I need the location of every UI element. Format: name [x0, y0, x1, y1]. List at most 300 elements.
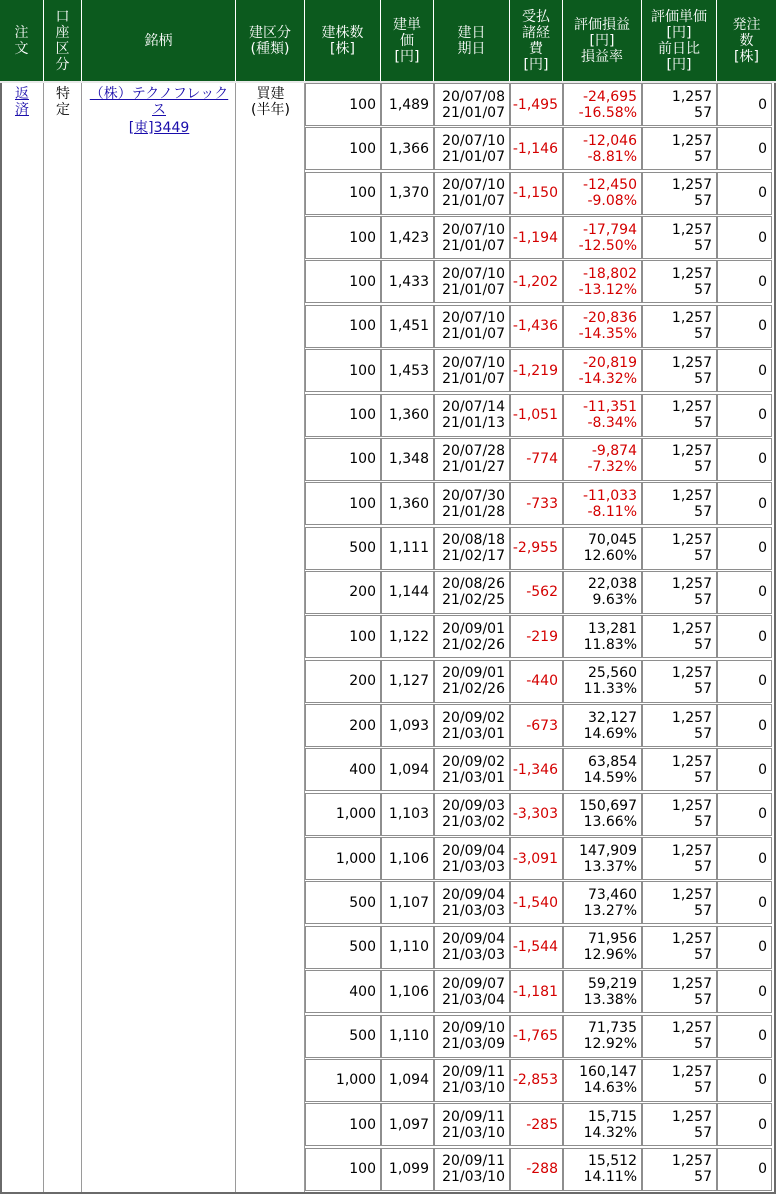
pnl-cell [563, 172, 642, 215]
entry-price-cell-price: 1,451 [388, 318, 429, 335]
fee-cell-fee: -1,181 [512, 983, 558, 1000]
dates-cell-date1: 20/07/10 [442, 310, 505, 327]
order-qty-cell [717, 1015, 772, 1058]
eval-price-cell-eval: 1,257 [671, 576, 712, 593]
quantity-cell [305, 970, 381, 1013]
entry-price-cell [381, 704, 434, 747]
close-position-link[interactable]: 返 済 [15, 86, 29, 118]
dates-cell-date2: 21/02/17 [442, 548, 505, 565]
dates-cell-date1: 20/09/01 [442, 620, 505, 637]
entry-price-cell [381, 349, 434, 392]
quantity-cell [305, 83, 381, 126]
quantity-cell [305, 1103, 381, 1146]
pnl-cell [563, 881, 642, 924]
table-row [305, 216, 772, 260]
dates-cell-date1: 20/09/04 [442, 931, 505, 948]
eval-price-cell-chg: 57 [694, 503, 712, 520]
order-qty-cell-order: 0 [758, 628, 767, 645]
fee-cell [510, 793, 563, 836]
dates-cell-date2: 21/01/27 [442, 459, 505, 476]
entry-price-cell [381, 1148, 434, 1191]
dates-cell-date1: 20/07/10 [442, 132, 505, 149]
entry-price-cell [381, 83, 434, 126]
eval-price-cell-eval: 1,257 [671, 310, 712, 327]
order-qty-cell [717, 349, 772, 392]
eval-price-cell-eval: 1,257 [671, 709, 712, 726]
eval-price-cell [642, 260, 717, 303]
dates-cell-date2: 21/01/07 [442, 281, 505, 298]
entry-price-cell-price: 1,111 [388, 540, 429, 557]
dates-cell-date1: 20/08/18 [442, 532, 505, 549]
entry-price-cell-price: 1,453 [388, 362, 429, 379]
eval-price-cell-eval: 1,257 [671, 221, 712, 238]
eval-price-cell-eval: 1,257 [671, 177, 712, 194]
pnl-cell-rate: 13.38% [583, 991, 637, 1008]
eval-price-cell-chg: 57 [694, 592, 712, 609]
dates-cell [434, 704, 510, 747]
header-dates: 建日 期日 [434, 0, 510, 81]
quantity-cell [305, 748, 381, 791]
order-qty-cell [717, 1103, 772, 1146]
order-qty-cell [717, 926, 772, 969]
dates-cell [434, 482, 510, 525]
dates-cell-date1: 20/09/10 [442, 1020, 505, 1037]
order-qty-cell [717, 527, 772, 570]
dates-cell-date1: 20/09/01 [442, 665, 505, 682]
eval-price-cell-eval: 1,257 [671, 88, 712, 105]
entry-price-cell [381, 881, 434, 924]
dates-cell-date2: 21/01/07 [442, 237, 505, 254]
eval-price-cell-eval: 1,257 [671, 665, 712, 682]
eval-price-cell [642, 349, 717, 392]
entry-price-cell-price: 1,423 [388, 229, 429, 246]
entry-price-cell-price: 1,360 [388, 495, 429, 512]
pnl-cell-pnl: 63,854 [588, 753, 637, 770]
eval-price-cell [642, 1148, 717, 1191]
eval-price-cell [642, 615, 717, 658]
eval-price-cell-chg: 57 [694, 725, 712, 742]
entry-price-cell [381, 305, 434, 348]
dates-cell [434, 970, 510, 1013]
pnl-cell-rate: 13.37% [583, 858, 637, 875]
eval-price-cell-eval: 1,257 [671, 886, 712, 903]
quantity-cell-qty: 100 [349, 451, 376, 468]
quantity-cell [305, 438, 381, 481]
order-qty-cell [717, 571, 772, 614]
position-kind: 買建 (半年) [251, 86, 290, 118]
dates-cell-date2: 21/01/07 [442, 193, 505, 210]
fee-cell-fee: -2,853 [512, 1072, 558, 1089]
table-row [305, 172, 772, 216]
order-qty-cell [717, 970, 772, 1013]
quantity-cell-qty: 100 [349, 318, 376, 335]
order-qty-cell-order: 0 [758, 318, 767, 335]
table-row [305, 83, 772, 127]
quantity-cell [305, 527, 381, 570]
dates-cell-date2: 21/03/10 [442, 1169, 505, 1186]
eval-price-cell-eval: 1,257 [671, 1020, 712, 1037]
order-qty-cell-order: 0 [758, 96, 767, 113]
dates-cell-date1: 20/07/10 [442, 354, 505, 371]
dates-cell-date2: 21/01/28 [442, 503, 505, 520]
table-row [305, 793, 772, 837]
table-row [305, 837, 772, 881]
pnl-cell-pnl: 59,219 [588, 975, 637, 992]
dates-cell-date1: 20/09/11 [442, 1153, 505, 1170]
eval-price-cell-eval: 1,257 [671, 354, 712, 371]
table-row [305, 881, 772, 925]
order-qty-cell-order: 0 [758, 185, 767, 202]
dates-cell-date2: 21/03/01 [442, 725, 505, 742]
dates-cell-date1: 20/07/14 [442, 399, 505, 416]
dates-cell-date2: 21/03/03 [442, 858, 505, 875]
dates-cell [434, 83, 510, 126]
account-column [44, 83, 82, 1192]
fee-cell-fee: -1,540 [512, 894, 558, 911]
dates-cell-date1: 20/09/11 [442, 1108, 505, 1125]
entry-price-cell-price: 1,106 [388, 850, 429, 867]
order-qty-cell [717, 260, 772, 303]
pnl-cell-pnl: -20,819 [582, 354, 637, 371]
quantity-cell-qty: 1,000 [335, 850, 376, 867]
dates-cell-date2: 21/03/03 [442, 947, 505, 964]
quantity-cell [305, 881, 381, 924]
pnl-cell-pnl: 13,281 [588, 620, 637, 637]
quantity-cell [305, 571, 381, 614]
quantity-cell-qty: 200 [349, 584, 376, 601]
dates-cell-date1: 20/08/26 [442, 576, 505, 593]
fee-cell-fee: -1,202 [512, 273, 558, 290]
header-order-qty: 発注 数 [株] [717, 0, 776, 81]
fee-cell-fee: -673 [526, 717, 558, 734]
dates-cell-date1: 20/07/08 [442, 88, 505, 105]
entry-price-cell-price: 1,360 [388, 407, 429, 424]
eval-price-cell [642, 216, 717, 259]
entry-price-cell [381, 970, 434, 1013]
entry-price-cell [381, 216, 434, 259]
quantity-cell-qty: 100 [349, 628, 376, 645]
table-row [305, 660, 772, 704]
header-stock-name: 銘柄 [82, 0, 236, 81]
pnl-cell-rate: 14.69% [583, 725, 637, 742]
fee-cell-fee: -1,146 [512, 140, 558, 157]
fee-cell [510, 660, 563, 703]
quantity-cell [305, 837, 381, 880]
pnl-cell-rate: -9.08% [587, 193, 637, 210]
pnl-cell-pnl: 160,147 [579, 1064, 637, 1081]
quantity-cell [305, 127, 381, 170]
fee-cell-fee: -1,150 [512, 185, 558, 202]
dates-cell [434, 793, 510, 836]
pnl-cell-rate: -8.11% [587, 503, 637, 520]
eval-price-cell [642, 394, 717, 437]
order-qty-cell [717, 881, 772, 924]
fee-cell-fee: -1,051 [512, 407, 558, 424]
dates-cell [434, 438, 510, 481]
entry-price-cell-price: 1,127 [388, 673, 429, 690]
type-column [236, 83, 305, 1192]
fee-cell [510, 438, 563, 481]
fee-cell-fee: -3,091 [512, 850, 558, 867]
stock-name-link[interactable]: （株）テクノフレックス [89, 86, 229, 118]
dates-cell [434, 660, 510, 703]
pnl-cell-rate: -8.34% [587, 415, 637, 432]
order-qty-cell-order: 0 [758, 806, 767, 823]
header-entry-price: 建単 価 [円] [381, 0, 434, 81]
entry-price-cell-price: 1,094 [388, 1072, 429, 1089]
order-column [0, 83, 44, 1192]
fee-cell [510, 615, 563, 658]
eval-price-cell [642, 660, 717, 703]
fee-cell [510, 216, 563, 259]
dates-cell-date1: 20/07/10 [442, 221, 505, 238]
dates-cell [434, 571, 510, 614]
order-qty-cell [717, 216, 772, 259]
pnl-cell-rate: 13.66% [583, 814, 637, 831]
order-qty-cell-order: 0 [758, 540, 767, 557]
quantity-cell-qty: 200 [349, 717, 376, 734]
fee-cell-fee: -3,303 [512, 806, 558, 823]
pnl-cell [563, 748, 642, 791]
quantity-cell [305, 615, 381, 658]
pnl-cell-rate: -14.35% [578, 326, 637, 343]
eval-price-cell-eval: 1,257 [671, 132, 712, 149]
entry-price-cell [381, 793, 434, 836]
entry-price-cell-price: 1,099 [388, 1161, 429, 1178]
eval-price-cell-chg: 57 [694, 947, 712, 964]
pnl-cell-rate: 9.63% [592, 592, 637, 609]
dates-cell [434, 1148, 510, 1191]
eval-price-cell-chg: 57 [694, 326, 712, 343]
fee-cell-fee: -1,495 [512, 96, 558, 113]
order-qty-cell-order: 0 [758, 1072, 767, 1089]
pnl-cell [563, 305, 642, 348]
dates-cell [434, 172, 510, 215]
header-order: 注 文 [0, 0, 44, 81]
fee-cell [510, 704, 563, 747]
eval-price-cell-eval: 1,257 [671, 532, 712, 549]
pnl-cell-rate: 14.63% [583, 1080, 637, 1097]
order-qty-cell-order: 0 [758, 894, 767, 911]
pnl-cell-rate: -14.32% [578, 370, 637, 387]
eval-price-cell [642, 704, 717, 747]
dates-cell [434, 349, 510, 392]
dates-cell-date2: 21/01/07 [442, 148, 505, 165]
order-qty-cell [717, 172, 772, 215]
order-qty-cell [717, 748, 772, 791]
pnl-cell-pnl: 25,560 [588, 665, 637, 682]
pnl-cell [563, 260, 642, 303]
pnl-cell-rate: -8.81% [587, 148, 637, 165]
entry-price-cell [381, 748, 434, 791]
dates-cell-date2: 21/03/02 [442, 814, 505, 831]
pnl-cell [563, 527, 642, 570]
fee-cell-fee: -288 [526, 1161, 558, 1178]
eval-price-cell [642, 837, 717, 880]
order-qty-cell [717, 438, 772, 481]
pnl-cell-rate: 14.59% [583, 769, 637, 786]
eval-price-cell-eval: 1,257 [671, 1108, 712, 1125]
eval-price-cell-chg: 57 [694, 1124, 712, 1141]
eval-price-cell-chg: 57 [694, 1080, 712, 1097]
pnl-cell-pnl: -24,695 [582, 88, 637, 105]
eval-price-cell-eval: 1,257 [671, 1153, 712, 1170]
eval-price-cell [642, 926, 717, 969]
order-qty-cell-order: 0 [758, 451, 767, 468]
table-row [305, 260, 772, 304]
order-qty-cell-order: 0 [758, 362, 767, 379]
order-qty-cell [717, 1148, 772, 1191]
order-qty-cell-order: 0 [758, 495, 767, 512]
dates-cell-date2: 21/01/07 [442, 104, 505, 121]
order-qty-cell-order: 0 [758, 273, 767, 290]
entry-price-cell [381, 482, 434, 525]
dates-cell-date1: 20/09/02 [442, 753, 505, 770]
quantity-cell [305, 349, 381, 392]
eval-price-cell-chg: 57 [694, 281, 712, 298]
entry-price-cell-price: 1,366 [388, 140, 429, 157]
pnl-cell-pnl: 70,045 [588, 532, 637, 549]
table-row [305, 1059, 772, 1103]
fee-cell [510, 926, 563, 969]
dates-cell-date1: 20/07/30 [442, 487, 505, 504]
dates-cell-date2: 21/03/04 [442, 991, 505, 1008]
entry-price-cell-price: 1,093 [388, 717, 429, 734]
dates-cell-date1: 20/09/07 [442, 975, 505, 992]
table-row [305, 704, 772, 748]
order-qty-cell-order: 0 [758, 717, 767, 734]
pnl-cell [563, 438, 642, 481]
eval-price-cell-chg: 57 [694, 681, 712, 698]
quantity-cell [305, 260, 381, 303]
pnl-cell [563, 970, 642, 1013]
fee-cell-fee: -219 [526, 628, 558, 645]
pnl-cell [563, 660, 642, 703]
pnl-cell [563, 793, 642, 836]
pnl-cell-pnl: 73,460 [588, 886, 637, 903]
pnl-cell-pnl: -17,794 [582, 221, 637, 238]
fee-cell-fee: -733 [526, 495, 558, 512]
eval-price-cell-chg: 57 [694, 459, 712, 476]
quantity-cell [305, 1015, 381, 1058]
fee-cell [510, 394, 563, 437]
eval-price-cell-chg: 57 [694, 991, 712, 1008]
pnl-cell-pnl: -11,033 [582, 487, 637, 504]
eval-price-cell-chg: 57 [694, 148, 712, 165]
quantity-cell [305, 305, 381, 348]
dates-cell [434, 394, 510, 437]
eval-price-cell-eval: 1,257 [671, 443, 712, 460]
entry-price-cell-price: 1,370 [388, 185, 429, 202]
quantity-cell [305, 793, 381, 836]
eval-price-cell-eval: 1,257 [671, 975, 712, 992]
entry-price-cell-price: 1,489 [388, 96, 429, 113]
quantity-cell-qty: 100 [349, 407, 376, 424]
table-row [305, 394, 772, 438]
eval-price-cell-chg: 57 [694, 415, 712, 432]
pnl-cell [563, 1059, 642, 1102]
eval-price-cell [642, 127, 717, 170]
fee-cell-fee: -440 [526, 673, 558, 690]
entry-price-cell [381, 527, 434, 570]
market-code-link[interactable]: [東]3449 [128, 120, 190, 136]
dates-cell-date2: 21/03/01 [442, 769, 505, 786]
table-row [305, 127, 772, 171]
fee-cell [510, 1059, 563, 1102]
table-row [305, 305, 772, 349]
quantity-cell-qty: 1,000 [335, 806, 376, 823]
table-row [305, 926, 772, 970]
pnl-cell-pnl: -11,351 [582, 399, 637, 416]
quantity-cell [305, 926, 381, 969]
entry-price-cell [381, 571, 434, 614]
pnl-cell [563, 127, 642, 170]
fee-cell-fee: -1,194 [512, 229, 558, 246]
dates-cell-date1: 20/09/02 [442, 709, 505, 726]
pnl-cell-pnl: 147,909 [579, 842, 637, 859]
dates-cell [434, 127, 510, 170]
entry-price-cell [381, 1103, 434, 1146]
quantity-cell-qty: 100 [349, 1116, 376, 1133]
dates-cell-date1: 20/09/04 [442, 886, 505, 903]
order-qty-cell-order: 0 [758, 229, 767, 246]
fee-cell [510, 1103, 563, 1146]
order-qty-cell-order: 0 [758, 1028, 767, 1045]
dates-cell-date2: 21/03/03 [442, 902, 505, 919]
fee-cell-fee: -1,219 [512, 362, 558, 379]
pnl-cell [563, 394, 642, 437]
order-qty-cell [717, 793, 772, 836]
order-qty-cell [717, 83, 772, 126]
quantity-cell-qty: 400 [349, 761, 376, 778]
table-row [305, 615, 772, 659]
entry-price-cell [381, 438, 434, 481]
quantity-cell-qty: 100 [349, 140, 376, 157]
dates-cell-date1: 20/07/10 [442, 177, 505, 194]
header-pnl: 評価損益 [円] 損益率 [563, 0, 642, 81]
pnl-cell [563, 704, 642, 747]
eval-price-cell-chg: 57 [694, 814, 712, 831]
order-qty-cell-order: 0 [758, 140, 767, 157]
dates-cell-date2: 21/01/13 [442, 415, 505, 432]
quantity-cell [305, 172, 381, 215]
eval-price-cell-chg: 57 [694, 193, 712, 210]
eval-price-cell [642, 881, 717, 924]
dates-cell-date2: 21/03/10 [442, 1080, 505, 1097]
eval-price-cell [642, 172, 717, 215]
pnl-cell [563, 837, 642, 880]
eval-price-cell-chg: 57 [694, 370, 712, 387]
eval-price-cell [642, 970, 717, 1013]
order-qty-cell [717, 704, 772, 747]
pnl-cell [563, 1015, 642, 1058]
eval-price-cell [642, 305, 717, 348]
header-account: 口 座 区 分 [44, 0, 82, 81]
order-qty-cell [717, 127, 772, 170]
eval-price-cell-chg: 57 [694, 1036, 712, 1053]
account-type: 特 定 [56, 86, 70, 118]
eval-price-cell [642, 1103, 717, 1146]
entry-price-cell-price: 1,106 [388, 983, 429, 1000]
eval-price-cell-eval: 1,257 [671, 620, 712, 637]
pnl-cell-rate: -7.32% [587, 459, 637, 476]
fee-cell [510, 83, 563, 126]
fee-cell-fee: -1,436 [512, 318, 558, 335]
dates-cell-date2: 21/03/10 [442, 1124, 505, 1141]
header-fees: 受払 諸経 費 [円] [510, 0, 563, 81]
quantity-cell [305, 1059, 381, 1102]
dates-cell-date2: 21/01/07 [442, 326, 505, 343]
